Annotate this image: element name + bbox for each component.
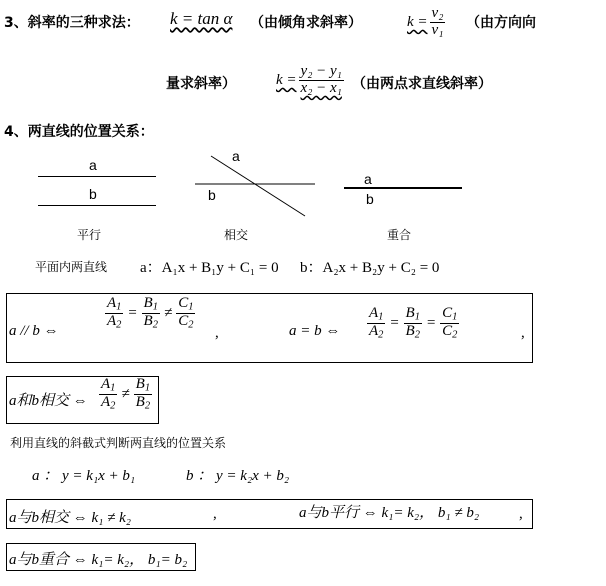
intersect-frac-b: $\frac{B_1}{B_2}$ [135,376,151,412]
coefficient-condition-box [6,293,533,363]
slope-line-a: a ： y = k₁x + b₁ [32,468,136,484]
points-numerator: y₂ − y₁ [300,63,342,79]
slope-coincide-condition: a与b重合 ⇔ k₁= k₂， b₁= b₂ [9,552,188,568]
intersect-label-b: b [208,187,216,203]
slope-coincide-box [6,543,196,571]
parallel-condition-rhs [103,296,197,330]
intersect-lines-svg [195,150,320,220]
parallel-label-b: b [89,186,97,202]
coincide-condition-lhs: a = b ⇔ [289,323,341,339]
parallel-frac-a: $\frac{A_1}{A_2}$ [107,295,122,331]
slope-intersect-condition: a与b相交 ⇔ k₁ ≠ k₂ [9,510,131,526]
slope-comma-2: , [519,506,523,522]
slope-formula-vector [407,6,447,39]
parallel-frac-b: $\frac{B_1}{B_2}$ [143,295,158,331]
plane-lines-intro: 平面内两直线 [35,260,108,274]
slope-method-points: （由两点求直线斜率） [352,76,492,92]
intersect-neq-sign: ≠ [121,385,130,402]
parallel-label-a: a [89,157,97,173]
slope-formula-points-fraction [299,64,344,97]
section3-heading: 3、斜率的三种求法： [4,15,140,31]
coincide-condition-rhs [365,306,461,340]
parallel-frac-c: $\frac{C_1}{C_2}$ [178,295,194,331]
slope-formula-points-lhs: k = [276,71,297,88]
slope-line-b: b ： y = k₂x + b₂ [186,468,290,484]
slope-method-vector-1: （由方向向 [466,15,536,31]
coincide-frac-c: $\frac{C_1}{C_2}$ [442,305,458,341]
coincide-line [344,187,462,189]
intersect-caption: 相交 [224,228,249,242]
points-denominator: x₂ − x₁ [300,79,342,96]
intersect-condition-lhs: a和b相交 ⇔ [9,393,88,409]
intersect-condition-rhs [97,377,154,411]
intersect-condition-box [6,376,159,424]
parallel-eq-sign: = [127,304,138,321]
slope-intercept-intro: 利用直线的斜截式判断两直线的位置关系 [10,436,227,450]
slope-formula-vector-lhs: k = [407,13,428,30]
slope-condition-box [6,499,533,529]
line-a-equation: a：A₁x + B₁y + C₁ = 0 [140,260,279,276]
intersect-line-a [211,156,305,216]
coincide-label-a: a [364,171,372,187]
slope-comma-1: , [213,506,217,522]
parallel-line-b [38,205,156,206]
coincide-caption: 重合 [387,228,412,242]
coincide-frac-a: $\frac{A_1}{A_2}$ [369,305,384,341]
section4-heading: 4、两直线的位置关系： [4,124,154,140]
slope-formula-vector-fraction [430,6,446,39]
parallel-neq-sign: ≠ [163,304,173,321]
vector-denominator: v₁ [431,21,444,38]
slope-formula-points [276,64,346,97]
line-b-equation: b：A₂x + B₂y + C₂ = 0 [300,260,440,276]
slope-parallel-condition: a与b平行 ⇔ k₁= k₂， b₁ ≠ b₂ [299,505,480,521]
parallel-line-a [38,176,156,177]
coincide-comma: , [521,325,525,341]
coincide-label-b: b [366,191,374,207]
parallel-caption: 平行 [77,228,102,242]
coincide-eq-sign-1: = [389,314,400,331]
slope-method-angle: （由倾角求斜率） [250,15,362,31]
coincide-frac-b: $\frac{B_1}{B_2}$ [405,305,420,341]
vector-numerator: v₂ [431,5,444,21]
parallel-condition-lhs: a // b ⇔ [9,323,59,339]
intersect-label-a: a [232,148,240,164]
slope-method-vector-2: 量求斜率） [166,76,236,92]
coincide-eq-sign-2: = [425,314,437,331]
slope-formula-angle: k = tan α [170,9,233,28]
intersect-frac-a: $\frac{A_1}{A_2}$ [101,376,116,412]
parallel-comma: , [215,325,219,341]
